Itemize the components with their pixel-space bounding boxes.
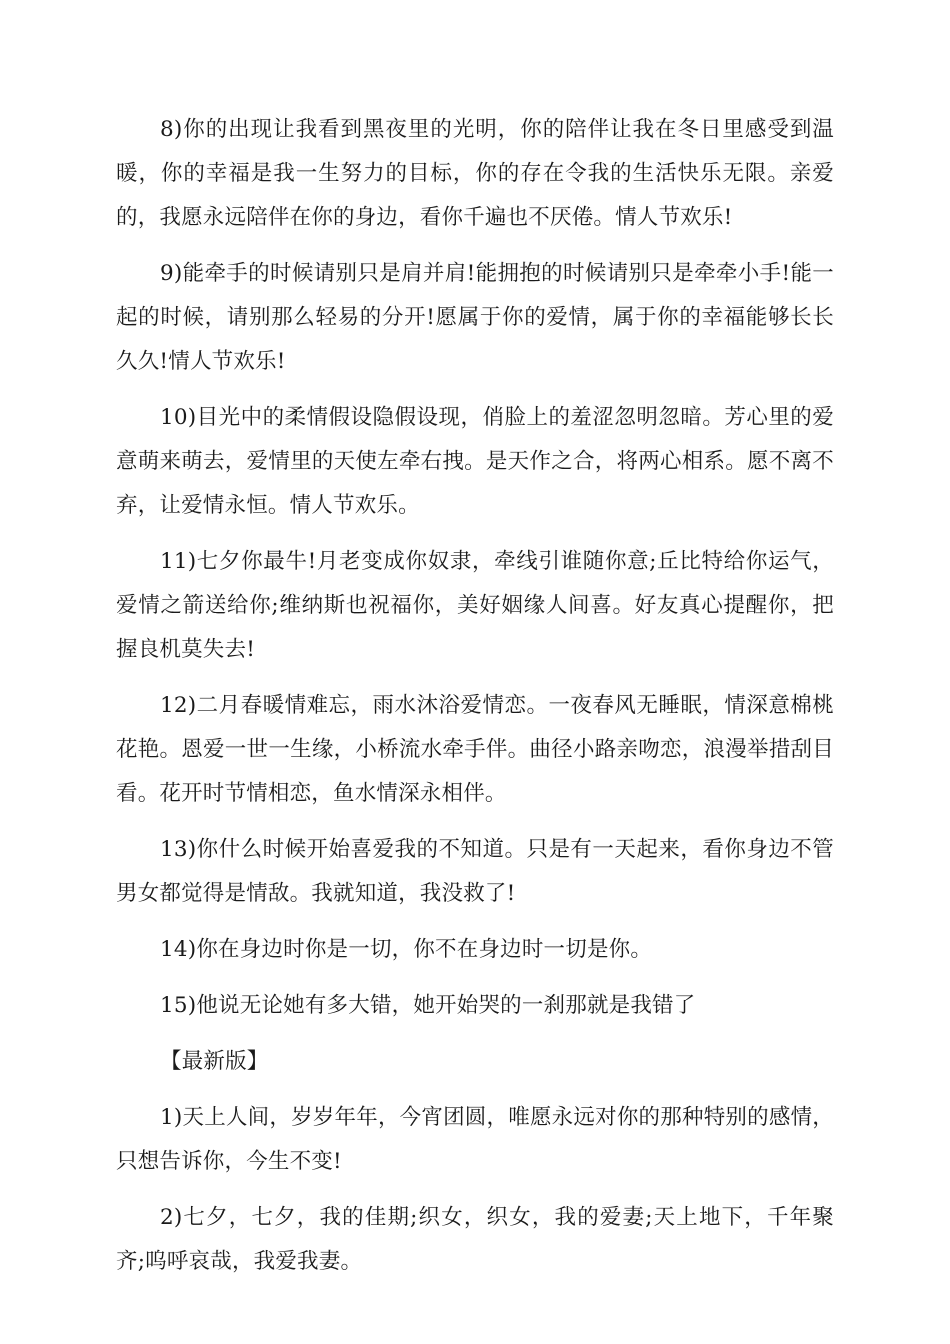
paragraph-14: 14)你在身边时你是一切，你不在身边时一切是你。 [160, 937, 653, 962]
paragraph-11: 11)七夕你最牛!月老变成你奴隶，牵线引谁随你意;丘比特给你运气，爱情之箭送给你;维纳斯也祝福你，美好姻缘人间喜。好友真心提醒你，把握良机莫失去! [116, 549, 834, 662]
paragraph-new-2: 2)七夕，七夕，我的佳期;织女，织女，我的爱妻;天上地下，千年聚齐;呜呼哀哉，我爱我妻。 [116, 1205, 834, 1274]
document-body [116, 108, 834, 1296]
paragraph-new-1: 1)天上人间，岁岁年年，今宵团圆，唯愿永远对你的那种特别的感情，只想告诉你，今生不变! [116, 1105, 834, 1174]
paragraph-15: 15)他说无论她有多大错，她开始哭的一刹那就是我错了 [160, 993, 696, 1018]
paragraph-9: 9)能牵手的时候请别只是肩并肩!能拥抱的时候请别只是牵牵小手!能一起的时候，请别那么轻易的分开!愿属于你的爱情，属于你的幸福能够长长久久!情人节欢乐! [116, 261, 834, 374]
paragraph-10: 10)目光中的柔情假设隐假设现，俏脸上的羞涩忽明忽暗。芳心里的爱意萌来萌去，爱情里的天使左牵右拽。是天作之合，将两心相系。愿不离不弃，让爱情永恒。情人节欢乐。 [116, 405, 834, 518]
paragraph-13: 13)你什么时候开始喜爱我的不知道。只是有一天起来，看你身边不管男女都觉得是情敌。我就知道，我没救了! [116, 837, 834, 906]
paragraph-12: 12)二月春暖情难忘，雨水沐浴爱情恋。一夜春风无睡眠，情深意棉桃花艳。恩爱一世一生缘，小桥流水牵手伴。曲径小路亲吻恋，浪漫举措刮目看。花开时节情相恋，鱼水情深永相伴。 [116, 693, 834, 806]
section-heading: 【最新版】 [160, 1049, 269, 1074]
paragraph-8: 8)你的出现让我看到黑夜里的光明，你的陪伴让我在冬日里感受到温暖，你的幸福是我一生努力的目标，你的存在令我的生活快乐无限。亲爱的，我愿永远陪伴在你的身边，看你千遍也不厌倦。情人节欢乐! [116, 117, 834, 230]
